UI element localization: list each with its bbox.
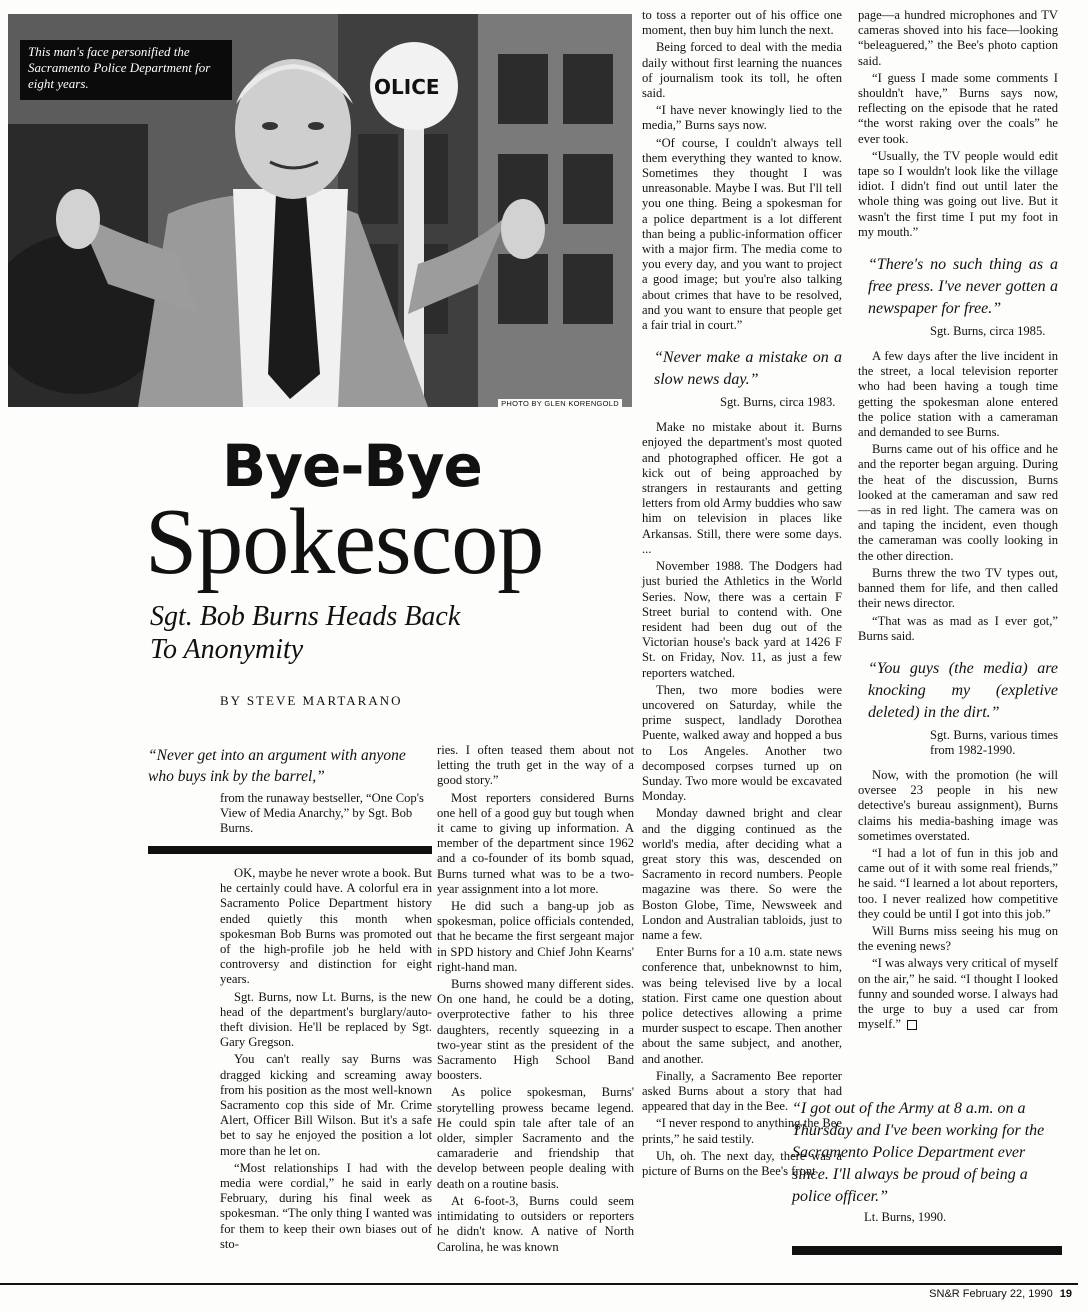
paragraph: Now, with the promotion (he will oversee 23 people in his new detective's bureau assignment), Burns claims his media-bashing image was sometimes overstated. bbox=[858, 767, 1058, 843]
paragraph: Burns threw the two TV types out, banned them for life, and then called their news director. bbox=[858, 565, 1058, 611]
paragraph: Being forced to deal with the media daily without first learning the nuances of journalism took its toll, he often said. bbox=[642, 40, 842, 101]
paragraph: Sgt. Burns, now Lt. Burns, is the new head of the department's burglary/auto-theft division. He'll be replaced by Sgt. Gary Gregson. bbox=[220, 989, 432, 1050]
paragraph: Burns came out of his office and he and the reporter began arguing. During the heat of the discussion, Burns looked at the cameraman and saw red—as in red light. The camera was on and taping the incident, even though the cameraman was coolly looking in the other direction. bbox=[858, 442, 1058, 563]
paragraph: page—a hundred microphones and TV cameras shoved into his face—looking “beleaguered,” the Bee's photo caption said. bbox=[858, 8, 1058, 68]
paragraph: “I had a lot of fun in this job and came out of it with some real friends,” he said. “I learned a lot about reporters, too. I never realized how competitive they could be until I got into this job.” bbox=[858, 845, 1058, 921]
subhead-line2: To Anonymity bbox=[150, 634, 304, 665]
paragraph: OK, maybe he never wrote a book. But he certainly could have. A colorful era in Sacramento Police Department history ended quietly this month when spokesman Bob Burns was promoted out of the high-profile job he held with controversy and distinction for eight years. bbox=[220, 866, 432, 987]
paragraph: Enter Burns for a 10 a.m. state news conference that, unbeknownst to him, was being televised live by a local station. First came one question about police detectives allowing a prime murder suspect to escape. Then another about the same subject, and another, and another. bbox=[642, 945, 842, 1066]
feature-photo bbox=[8, 14, 632, 407]
paragraph: “Most relationships I had with the media were cordial,” he said in early February, during his final week as spokesman. “The only thing I wanted was for them to keep their own biases out of sto- bbox=[220, 1160, 432, 1251]
intro-rule bbox=[148, 846, 432, 854]
paragraph: He did such a bang-up job as spokesman, police officials contended, that he became the first sergeant major in SPD history and Chief John Kearns' right-hand man. bbox=[437, 899, 634, 974]
pull-quote-2-attribution: Sgt. Burns, circa 1983. bbox=[720, 395, 836, 410]
paragraph: ries. I often teased them about not letting the truth get in the way of a good story.” bbox=[437, 743, 634, 788]
pull-quote-3-attribution: Sgt. Burns, circa 1985. bbox=[930, 324, 1046, 339]
paragraph: “That was as mad as I ever got,” Burns said. bbox=[858, 613, 1058, 643]
paragraph: “I have never knowingly lied to the media,” Burns says now. bbox=[642, 103, 842, 133]
paragraph: As police spokesman, Burns' storytelling prowess became legend. He could spin tale after tale of an older, simpler Sacramento and the camaraderie and friendship that develop between people dealing with death on a routine basis. bbox=[437, 1085, 634, 1191]
folio bbox=[929, 1288, 1072, 1300]
intro-attribution: from the runaway bestseller, “One Cop's View of Media Anarchy,” by Sgt. Bob Burns. bbox=[220, 791, 424, 835]
final-pull-quote: “I got out of the Army at 8 a.m. on a Thursday and I've been working for the Sacramento Police Department ever since. I'll always be proud of being a police officer.” bbox=[792, 1100, 1045, 1205]
paragraph: A few days after the live incident in the street, a local television reporter who had been having a tough time getting the spokesman alone entered the police station with a cameraman and demanded to see Burns. bbox=[858, 349, 1058, 440]
final-rule bbox=[792, 1246, 1062, 1255]
paragraph: “Of course, I couldn't always tell them everything they wanted to know. Sometimes they thought I was unreasonable. Maybe I was. But I'll tell you one thing. Being a spokesman for a police department is a lot different than being a public-information officer with a major firm. The media come to you every day, and you want to project a good image; but you're also talking about crimes that have to be resolved, and you want to ensure that people get a fair trial in court.” bbox=[642, 135, 842, 333]
paragraph: Burns showed many different sides. On one hand, he could be a doting, overprotective father to his three daughters, recently squeezing in a two-year stint as the president of the Sacramento High School Band boosters. bbox=[437, 977, 634, 1083]
paragraph: “I never respond to anything the Bee prints,” he said testily. bbox=[642, 1116, 842, 1146]
paragraph: “Usually, the TV people would edit tape so I wouldn't look like the village idiot. I didn't find out until later the whole thing was going out live. But it wasn't the first time I put my foot in my mouth.” bbox=[858, 148, 1058, 239]
paragraph-final bbox=[858, 956, 1058, 1032]
page-number: 19 bbox=[1059, 1288, 1072, 1300]
paragraph: November 1988. The Dodgers had just buried the Athletics in the World Series. Now, there was a certain F Street burial to contend with. One resident had been dug out of the Victorian house's back yard at 1426 F St. on Friday, Nov. 11, as just a few reporters watched. bbox=[642, 559, 842, 680]
pull-quote-2: “Never make a mistake on a slow news day.” bbox=[654, 349, 842, 389]
paragraph: Will Burns miss seeing his mug on the evening news? bbox=[858, 923, 1058, 954]
paragraph: You can't really say Burns was dragged kicking and screaming away from his position as the most well-known Sacramento cop this side of Mr. Crime Alert, Officer Bill Wilson. But it's a safe bet to say he enjoyed the position a lot more than he let on. bbox=[220, 1052, 432, 1158]
headline-line1: Bye-Bye bbox=[222, 432, 482, 500]
column-1 bbox=[220, 866, 432, 1254]
photo-caption: This man's face personified the Sacramento Police Department for eight years. bbox=[20, 40, 232, 100]
subheadline bbox=[150, 600, 460, 666]
byline: BY STEVE MARTARANO bbox=[220, 693, 403, 708]
pull-quote-4: “You guys (the media) are knocking my (expletive deleted) in the dirt.” bbox=[868, 659, 1058, 721]
pull-quote-3: “There's no such thing as a free press. I've never gotten a newspaper for free.” bbox=[868, 256, 1058, 318]
paragraph: “I guess I made some comments I shouldn't have,” Burns says now, reflecting on the episode that he rated “the worst raking over the coals” he ever took. bbox=[858, 70, 1058, 146]
pull-quote-4-attribution: Sgt. Burns, various times from 1982-1990. bbox=[930, 727, 1058, 757]
publication-date: SN&R February 22, 1990 bbox=[929, 1288, 1053, 1300]
paragraph: to toss a reporter out of his office one moment, then buy him lunch the next. bbox=[642, 8, 842, 38]
paragraph: Monday dawned bright and clear and the digging continued as the world's media, after deciding what a great story this was, descended on Sacramento in record numbers. People magazine was there. So were the Boston Globe, Time, Newsweek and London and Australian tabloids, just to name a few. bbox=[642, 806, 842, 942]
paragraph: Most reporters considered Burns one hell of a good guy but tough when it came to giving up information. A member of the department since 1962 and a co-founder of its bomb squad, Burns turned what was to be a two-year assignment into a lot more. bbox=[437, 790, 634, 896]
paragraph: At 6-foot-3, Burns could seem intimidating to outsiders or reporters he didn't know. A native of North Carolina, he was known bbox=[437, 1193, 634, 1254]
column-3 bbox=[642, 8, 842, 1181]
final-attribution: Lt. Burns, 1990. bbox=[864, 1210, 947, 1224]
column-4 bbox=[858, 8, 1058, 1034]
police-sign-text: OLICE bbox=[374, 75, 440, 99]
column-2 bbox=[437, 743, 634, 1257]
paragraph: Uh, oh. The next day, there was a picture of Burns on the Bee's front bbox=[642, 1148, 842, 1179]
bottom-rule bbox=[0, 1283, 1078, 1285]
subhead-line1: Sgt. Bob Burns Heads Back bbox=[150, 601, 461, 632]
paragraph-final-text: “I was always very critical of myself on the air,” he said. “I thought I looked funny and sounded worse. I always had the urge to buy a used car from myself.” bbox=[858, 956, 1058, 1032]
paragraph: Then, two more bodies were uncovered on Saturday, while the prime suspect, landlady Dorothea Puente, walked away and hopped a bus to Los Angeles. Another two decomposed corpses turned up on Sunday. Two more would be excavated Monday. bbox=[642, 682, 842, 804]
headline-line2: Spokescop bbox=[145, 490, 544, 594]
paragraph: Finally, a Sacramento Bee reporter asked Burns about a story that had appeared that day in the Bee. bbox=[642, 1068, 842, 1114]
intro-pull-quote: “Never get into an argument with anyone who buys ink by the barrel,” bbox=[148, 747, 406, 785]
paragraph: Make no mistake about it. Burns enjoyed the department's most quoted and photographed officer. He got a kick out of being approached by strangers in restaurants and getting letters from old Army buddies who saw him on television in places like Arkansas. Still, there were some days. ... bbox=[642, 420, 842, 556]
photo-credit: PHOTO BY GLEN KORENGOLD bbox=[498, 399, 622, 407]
end-mark-icon bbox=[907, 1020, 917, 1030]
